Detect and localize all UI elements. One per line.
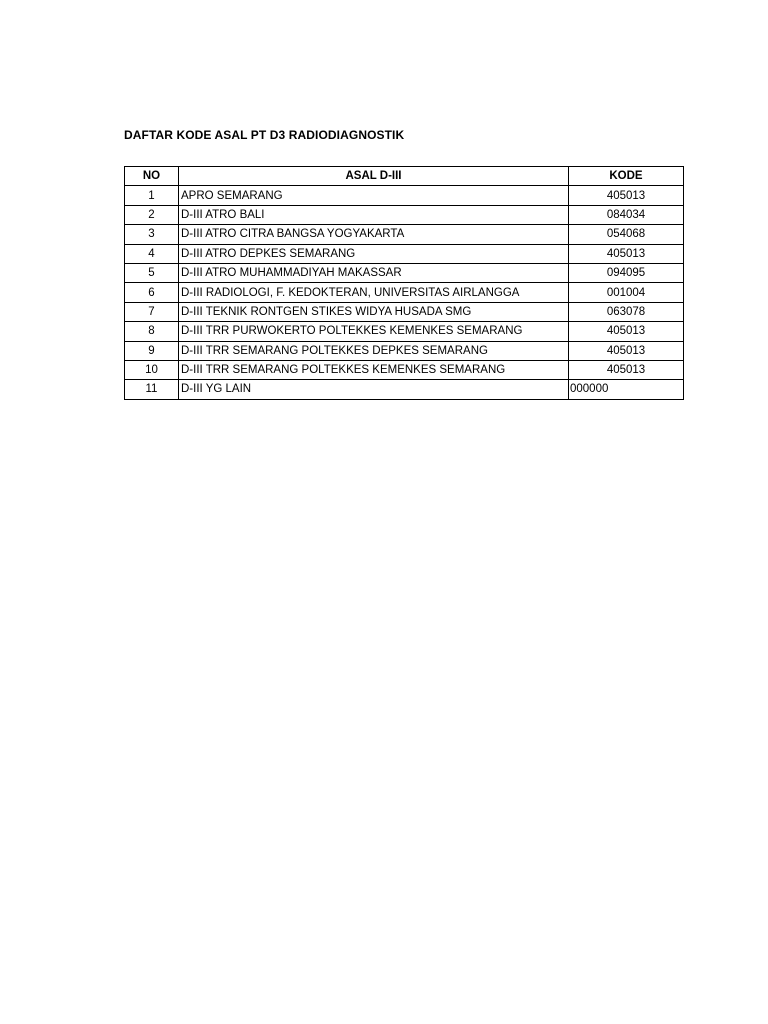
cell-kode: 063078 xyxy=(569,302,684,321)
cell-no: 9 xyxy=(125,341,179,360)
table-row xyxy=(125,360,684,379)
table-row xyxy=(125,283,684,302)
table-header-row xyxy=(125,167,684,186)
cell-no: 11 xyxy=(125,380,179,399)
table-row xyxy=(125,205,684,224)
cell-asal: D-III TRR PURWOKERTO POLTEKKES KEMENKES SEMARANG xyxy=(179,322,569,341)
cell-asal: D-III RADIOLOGI, F. KEDOKTERAN, UNIVERSITAS AIRLANGGA xyxy=(179,283,569,302)
table-row xyxy=(125,263,684,282)
cell-asal: D-III TEKNIK RONTGEN STIKES WIDYA HUSADA SMG xyxy=(179,302,569,321)
cell-kode: 405013 xyxy=(569,186,684,205)
table-row xyxy=(125,341,684,360)
cell-no: 6 xyxy=(125,283,179,302)
table-row xyxy=(125,244,684,263)
cell-kode: 001004 xyxy=(569,283,684,302)
cell-asal: APRO SEMARANG xyxy=(179,186,569,205)
cell-kode: 405013 xyxy=(569,341,684,360)
cell-kode: 094095 xyxy=(569,263,684,282)
cell-asal: D-III ATRO CITRA BANGSA YOGYAKARTA xyxy=(179,225,569,244)
header-asal: ASAL D-III xyxy=(179,167,569,186)
cell-kode: 054068 xyxy=(569,225,684,244)
cell-no: 1 xyxy=(125,186,179,205)
cell-asal: D-III ATRO MUHAMMADIYAH MAKASSAR xyxy=(179,263,569,282)
cell-asal: D-III ATRO BALI xyxy=(179,205,569,224)
header-no: NO xyxy=(125,167,179,186)
code-table xyxy=(124,166,684,400)
cell-kode: 000000 xyxy=(569,380,684,399)
cell-kode: 405013 xyxy=(569,244,684,263)
table-row xyxy=(125,186,684,205)
cell-kode: 405013 xyxy=(569,322,684,341)
table-row xyxy=(125,302,684,321)
cell-no: 4 xyxy=(125,244,179,263)
header-kode: KODE xyxy=(569,167,684,186)
document-title: DAFTAR KODE ASAL PT D3 RADIODIAGNOSTIK xyxy=(124,128,405,142)
cell-no: 10 xyxy=(125,360,179,379)
cell-kode: 084034 xyxy=(569,205,684,224)
cell-no: 7 xyxy=(125,302,179,321)
table-row xyxy=(125,380,684,399)
table-row xyxy=(125,225,684,244)
cell-asal: D-III TRR SEMARANG POLTEKKES KEMENKES SEMARANG xyxy=(179,360,569,379)
cell-asal: D-III ATRO DEPKES SEMARANG xyxy=(179,244,569,263)
cell-kode: 405013 xyxy=(569,360,684,379)
cell-asal: D-III TRR SEMARANG POLTEKKES DEPKES SEMARANG xyxy=(179,341,569,360)
cell-no: 5 xyxy=(125,263,179,282)
cell-no: 3 xyxy=(125,225,179,244)
cell-no: 2 xyxy=(125,205,179,224)
cell-asal: D-III YG LAIN xyxy=(179,380,569,399)
table-row xyxy=(125,322,684,341)
cell-no: 8 xyxy=(125,322,179,341)
